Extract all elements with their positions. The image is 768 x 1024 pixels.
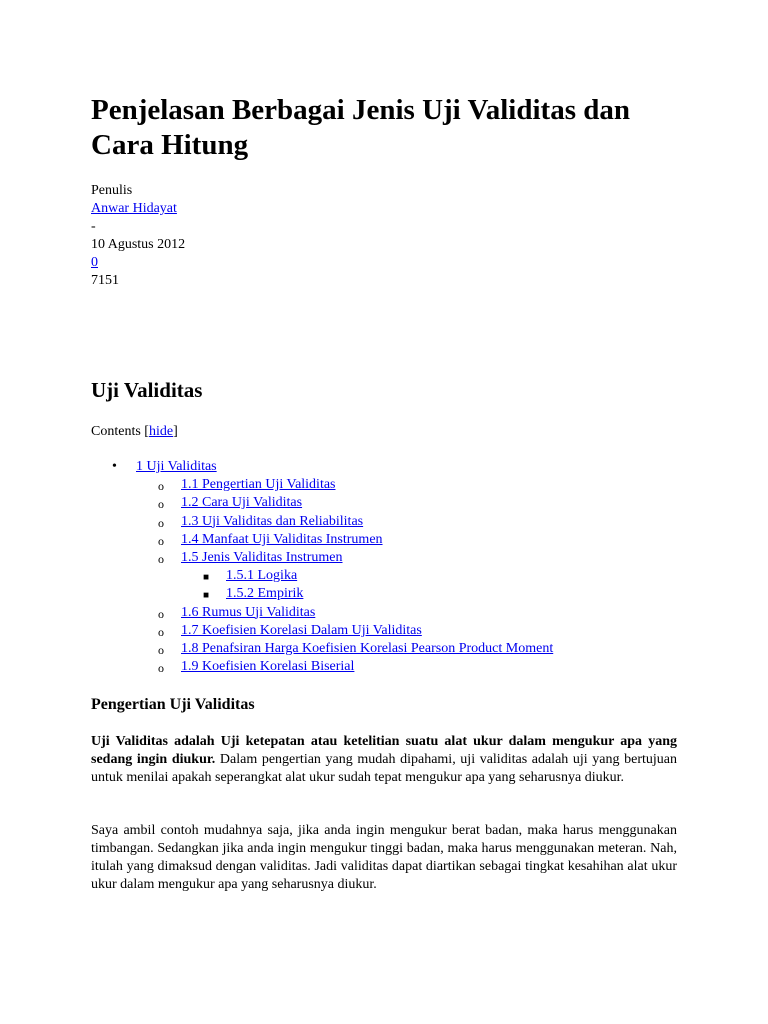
toc-link[interactable]: 1.6 Rumus Uji Validitas [181,604,316,620]
toc-link[interactable]: 1.2 Cara Uji Validitas [181,495,303,511]
article-title: Penjelasan Berbagai Jenis Uji Validitas dan Cara Hitung [91,94,630,161]
toc-link[interactable]: 1.8 Penafsiran Harga Koefisien Korelasi Pearson Product Moment [181,640,554,656]
toc-link[interactable]: 1.5 Jenis Validitas Instrumen [181,549,343,565]
toc-link[interactable]: 1 Uji Validitas [136,459,217,474]
toc-bullet-icon: o [158,551,164,566]
toc-bullet-icon: o [158,661,164,676]
toc-link[interactable]: 1.9 Koefisien Korelasi Biserial [181,659,355,675]
toc-link[interactable]: 1.3 Uji Validitas dan Reliabilitas [181,513,364,529]
toc-bullet-icon: ■ [203,590,210,602]
subsection-heading: Pengertian Uji Validitas [91,696,255,713]
meta-separator: - [91,219,96,234]
toc-bullet-icon: ■ [203,572,210,584]
paragraph-definition [91,733,677,787]
author-link[interactable]: Anwar Hidayat [91,201,177,216]
toc-bullet-icon: • [112,459,117,474]
article-meta [91,182,185,290]
toc-link[interactable]: 1.5.1 Logika [226,568,298,584]
toc-bullet-icon: o [158,515,164,530]
paragraph-definition-bold: Uji Validitas adalah Uji ketepatan atau ketelitian suatu alat ukur dalam mengukur apa yang sedang ingin diukur. [91,734,677,767]
paragraph-definition-rest: Dalam pengertian yang mudah dipahami, uji validitas adalah uji yang bertujuan untuk menilai apakah seperangkat alat ukur sudah tepat mengukur apa yang seharusnya diukur. [91,752,678,785]
toc-link[interactable]: 1.5.2 Empirik [226,586,304,602]
comment-count-link[interactable]: 0 [91,255,98,270]
publish-date: 10 Agustus 2012 [91,237,186,252]
section-heading: Uji Validitas [91,378,203,402]
toc-header [91,423,178,441]
toc-bullet-icon: o [158,497,164,512]
toc-bullet-icon: o [158,606,164,621]
toc-bullet-icon: o [158,642,164,657]
toc-bullet-icon: o [158,533,164,548]
view-count: 7151 [91,273,119,288]
toc-open-bracket: [ [144,424,149,439]
toc-link[interactable]: 1.7 Koefisien Korelasi Dalam Uji Validitas [181,622,422,638]
toc-label: Contents [91,424,141,439]
toc-hide-link[interactable]: hide [148,424,174,439]
paragraph-example: Saya ambil contoh mudahnya saja, jika anda ingin mengukur berat badan, maka harus menggunakan timbangan. Sedangkan jika anda ingin mengukur tinggi badan, maka harus menggunakan meteran. Nah, itulah yang dimaksud dengan validitas. Jadi validitas dapat diartikan sebagai tingkat kesahihan alat ukur ukur dalam mengukur apa yang seharusnya diukur. [91,823,677,892]
toc-bullet-icon: o [158,479,164,494]
author-label: Penulis [91,183,133,198]
toc-link[interactable]: 1.1 Pengertian Uji Validitas [181,477,336,493]
toc-close-bracket: ] [173,424,178,439]
toc-bullet-icon: o [158,624,164,639]
toc-link[interactable]: 1.4 Manfaat Uji Validitas Instrumen [181,531,383,547]
